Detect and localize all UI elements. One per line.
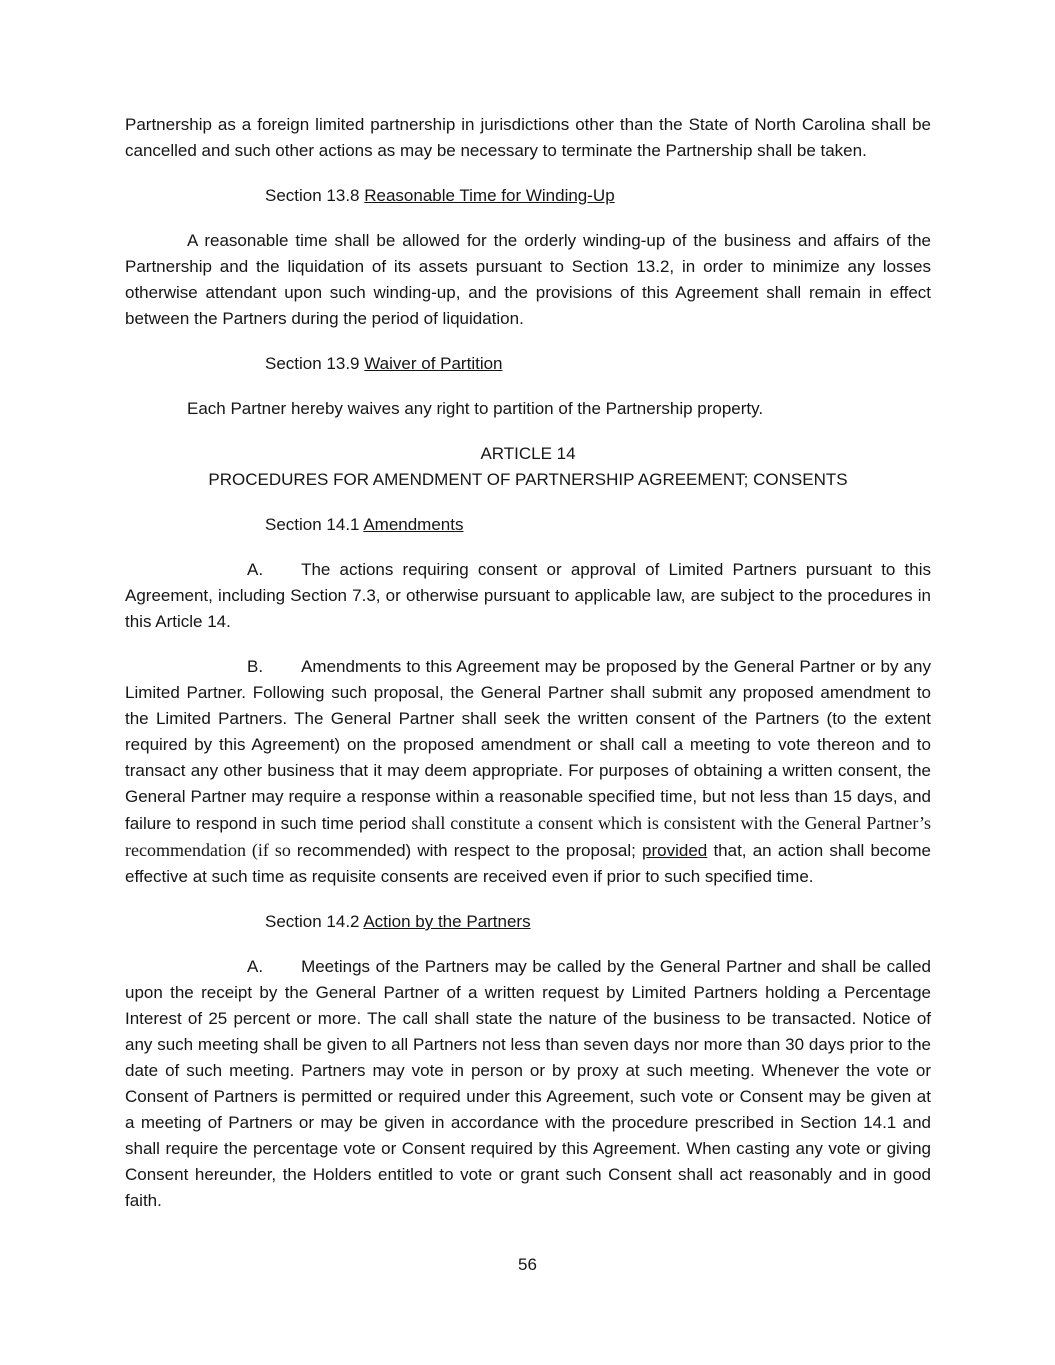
section-14-1-heading <box>265 512 931 538</box>
section-14-1-label: Section 14.1 <box>265 515 360 534</box>
section-14-1-title: Amendments <box>363 515 464 534</box>
article-14-title: PROCEDURES FOR AMENDMENT OF PARTNERSHIP AGREEMENT; CONSENTS <box>208 470 848 489</box>
para-b-text-2: recommended) with respect to the proposal; <box>296 841 643 860</box>
para-a-text: The actions requiring consent or approval of Limited Partners pursuant to this Agreement, including Section 7.3, or otherwise pursuant to applicable law, are subject to the procedures in this Article 14. <box>125 560 931 631</box>
section-14-2-heading <box>265 909 931 935</box>
para-b-text-serif: shall constitute a consent which is consistent with the General Partner’s recommendation (if so <box>125 813 931 860</box>
article-14-heading <box>125 441 931 493</box>
section-13-8-title: Reasonable Time for Winding-Up <box>364 186 615 205</box>
para-b-text-1: Amendments to this Agreement may be proposed by the General Partner or by any Limited Partner. Following such proposal, the General Partner shall submit any proposed amendment to the Limited Partners. The General Partner shall seek the written consent of the Partners (to the extent required by this Agreement) on the proposed amendment or shall call a meeting to vote thereon and to transact any other business that it may deem appropriate. For purposes of obtaining a written consent, the General Partner may require a response within a reasonable specified time, but not less than 15 days, and failure to respond in such time period <box>125 657 931 833</box>
section-13-8-body: A reasonable time shall be allowed for the orderly winding-up of the business and affairs of the Partnership and the liquidation of its assets pursuant to Section 13.2, in order to minimize any losses otherwise attendant upon such winding-up, and the provisions of this Agreement shall remain in effect between the Partners during the period of liquidation. <box>125 231 931 328</box>
section-14-2-para-a <box>125 954 931 1214</box>
para-b-provided-underlined: provided <box>642 841 708 860</box>
section-13-8-heading <box>265 183 931 209</box>
section-14-1-para-a <box>125 557 931 635</box>
article-14-number: ARTICLE 14 <box>480 444 576 463</box>
para-a-label: A. <box>247 560 264 579</box>
section-14-2-title: Action by the Partners <box>363 912 531 931</box>
section-13-9-label: Section 13.9 <box>265 354 360 373</box>
section-13-9-body: Each Partner hereby waives any right to partition of the Partnership property. <box>187 399 764 418</box>
intro-paragraph: Partnership as a foreign limited partnership in jurisdictions other than the State of North Carolina shall be cancelled and such other actions as may be necessary to terminate the Partnership shall be taken. <box>125 115 931 160</box>
para-a-text: Meetings of the Partners may be called by the General Partner and shall be called upon the receipt by the General Partner of a written request by Limited Partners holding a Percentage Interest of 25 percent or more. The call shall state the nature of the business to be transacted. Notice of any such meeting shall be given to all Partners not less than seven days nor more than 30 days prior to the date of such meeting. Partners may vote in person or by proxy at such meeting. Whenever the vote or Consent of Partners is permitted or required under this Agreement, such vote or Consent may be given at a meeting of Partners or may be given in accordance with the procedure prescribed in Section 14.1 and shall require the percentage vote or Consent required by this Agreement. When casting any vote or giving Consent hereunder, the Holders entitled to vote or grant such Consent shall act reasonably and in good faith. <box>125 957 931 1210</box>
section-13-9-title: Waiver of Partition <box>364 354 503 373</box>
section-13-8-label: Section 13.8 <box>265 186 360 205</box>
section-14-1-para-b <box>125 654 931 890</box>
document-content <box>125 112 931 1233</box>
para-b-text-3: that, an action shall become effective at such time as requisite consents are received even if prior to such specified time. <box>125 841 932 886</box>
page-number: 56 <box>518 1255 537 1274</box>
section-14-2-label: Section 14.2 <box>265 912 360 931</box>
section-13-9-heading <box>265 351 931 377</box>
para-a-label: A. <box>247 957 264 976</box>
para-b-label: B. <box>247 657 264 676</box>
